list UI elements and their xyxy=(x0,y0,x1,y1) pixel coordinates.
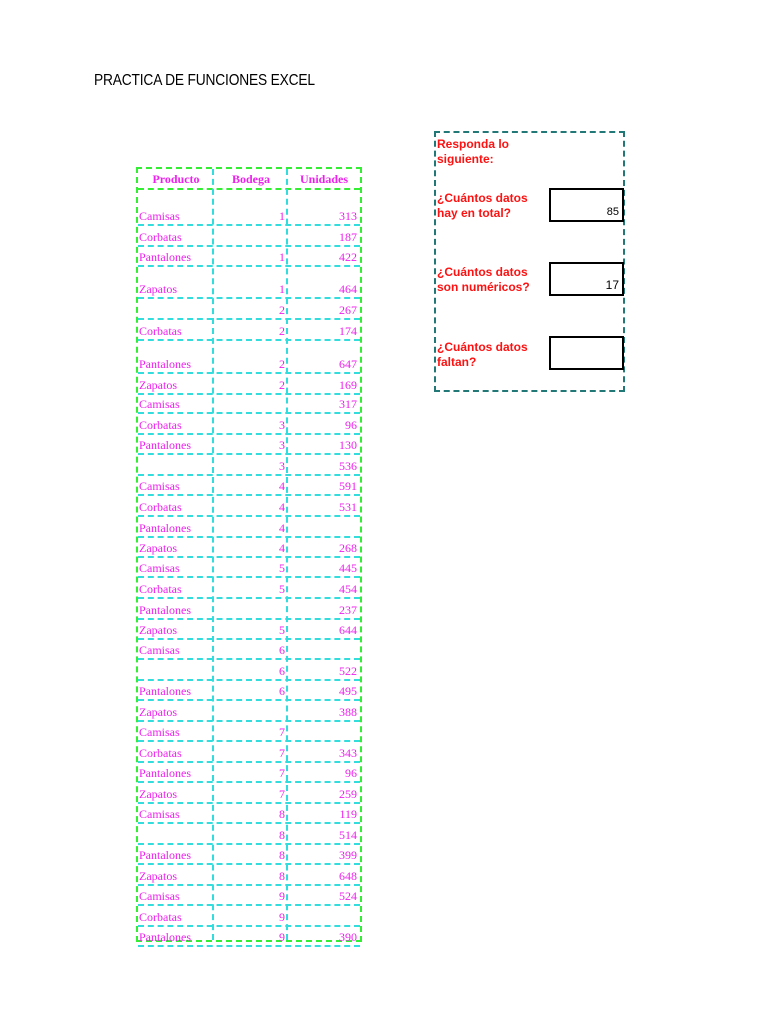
cell-unidades[interactable]: 317 xyxy=(339,397,357,411)
cell-producto[interactable]: Corbatas xyxy=(139,418,182,432)
table-row xyxy=(138,886,360,906)
answer-numeric-cell[interactable] xyxy=(549,262,624,296)
cell-bodega[interactable]: 2 xyxy=(279,378,285,392)
cell-bodega[interactable]: 2 xyxy=(279,324,285,338)
column-divider xyxy=(286,169,288,940)
header-bodega: Bodega xyxy=(231,172,270,186)
cell-unidades[interactable]: 464 xyxy=(339,282,357,296)
answer-numeric-value: 17 xyxy=(605,278,619,292)
cell-bodega[interactable]: 2 xyxy=(279,357,285,371)
cell-producto[interactable]: Camisas xyxy=(139,209,180,223)
cell-producto[interactable]: Pantalones xyxy=(139,250,191,264)
cell-producto[interactable]: Camisas xyxy=(139,561,180,575)
cell-producto[interactable]: Zapatos xyxy=(139,705,177,719)
cell-unidades[interactable]: 259 xyxy=(339,787,357,801)
cell-producto[interactable]: Corbatas xyxy=(139,910,182,924)
table-row xyxy=(138,722,360,742)
cell-bodega[interactable]: 3 xyxy=(279,459,285,473)
table-row xyxy=(138,435,360,455)
cell-producto[interactable]: Zapatos xyxy=(139,787,177,801)
table-row xyxy=(138,865,360,886)
data-table xyxy=(136,167,362,942)
cell-unidades[interactable]: 524 xyxy=(339,889,357,903)
cell-bodega[interactable]: 6 xyxy=(279,664,285,678)
cell-producto[interactable]: Corbatas xyxy=(139,230,182,244)
cell-unidades[interactable]: 96 xyxy=(345,766,357,780)
cell-bodega[interactable]: 4 xyxy=(279,521,285,535)
cell-bodega[interactable]: 1 xyxy=(279,209,285,223)
cell-bodega[interactable]: 4 xyxy=(279,541,285,555)
cell-bodega[interactable]: 6 xyxy=(279,684,285,698)
questions-panel xyxy=(434,131,625,392)
cell-bodega[interactable]: 8 xyxy=(279,848,285,862)
cell-unidades[interactable]: 390 xyxy=(339,930,357,944)
cell-producto[interactable]: Pantalones xyxy=(139,357,191,371)
cell-unidades[interactable]: 522 xyxy=(339,664,357,678)
table-row xyxy=(138,660,360,681)
cell-producto[interactable]: Pantalones xyxy=(139,438,191,452)
cell-unidades[interactable]: 445 xyxy=(339,561,357,575)
cell-producto[interactable]: Camisas xyxy=(139,889,180,903)
question-missing-text: ¿Cuántos datos faltan? xyxy=(437,340,528,369)
cell-bodega[interactable]: 4 xyxy=(279,500,285,514)
cell-bodega[interactable]: 9 xyxy=(279,889,285,903)
cell-producto[interactable]: Pantalones xyxy=(139,684,191,698)
cell-bodega[interactable]: 8 xyxy=(279,828,285,842)
table-row xyxy=(138,640,360,660)
table-row xyxy=(138,742,360,763)
table-row xyxy=(138,414,360,435)
cell-producto[interactable]: Corbatas xyxy=(139,582,182,596)
cell-unidades[interactable]: 343 xyxy=(339,746,357,760)
cell-unidades[interactable]: 591 xyxy=(339,479,357,493)
cell-bodega[interactable]: 6 xyxy=(279,643,285,657)
cell-producto[interactable]: Zapatos xyxy=(139,623,177,637)
cell-unidades[interactable]: 495 xyxy=(339,684,357,698)
cell-producto[interactable]: Pantalones xyxy=(139,848,191,862)
cell-unidades[interactable]: 388 xyxy=(339,705,357,719)
table-row xyxy=(138,681,360,701)
table-row xyxy=(138,783,360,804)
cell-unidades[interactable]: 399 xyxy=(339,848,357,862)
question-total-text: ¿Cuántos datos hay en total? xyxy=(437,191,528,220)
cell-producto[interactable]: Camisas xyxy=(139,807,180,821)
table-row xyxy=(138,824,360,845)
table-header xyxy=(138,169,360,190)
cell-bodega[interactable]: 3 xyxy=(279,418,285,432)
header-unidades: Unidades xyxy=(299,172,349,186)
cell-bodega[interactable]: 1 xyxy=(279,282,285,296)
cell-bodega[interactable]: 8 xyxy=(279,807,285,821)
cell-unidades[interactable]: 237 xyxy=(339,603,357,617)
table-row xyxy=(138,247,360,267)
cell-producto[interactable]: Zapatos xyxy=(139,541,177,555)
cell-bodega[interactable]: 3 xyxy=(279,438,285,452)
cell-unidades[interactable]: 130 xyxy=(339,438,357,452)
cell-unidades[interactable]: 174 xyxy=(339,324,357,338)
table-row xyxy=(138,395,360,414)
table-row xyxy=(138,701,360,722)
cell-unidades[interactable]: 648 xyxy=(339,869,357,883)
header-producto: Producto xyxy=(152,172,200,186)
questions-intro: Responda lo siguiente: xyxy=(437,137,510,166)
cell-bodega[interactable]: 7 xyxy=(279,787,285,801)
cell-unidades[interactable]: 454 xyxy=(339,582,357,596)
cell-unidades[interactable]: 531 xyxy=(339,500,357,514)
cell-unidades[interactable]: 313 xyxy=(339,209,357,223)
cell-producto[interactable]: Corbatas xyxy=(139,500,182,514)
answer-total-value: 85 xyxy=(606,206,619,218)
table-row xyxy=(138,299,360,320)
cell-producto[interactable]: Zapatos xyxy=(139,378,177,392)
table-row xyxy=(138,845,360,865)
cell-producto[interactable]: Corbatas xyxy=(139,746,182,760)
column-divider xyxy=(212,169,214,940)
cell-producto[interactable]: Pantalones xyxy=(139,603,191,617)
question-numeric-text: ¿Cuántos datos son numéricos? xyxy=(437,265,530,294)
cell-bodega[interactable]: 7 xyxy=(279,766,285,780)
table-row xyxy=(138,267,360,299)
table-row xyxy=(138,906,360,927)
cell-bodega[interactable]: 8 xyxy=(279,869,285,883)
cell-bodega[interactable]: 5 xyxy=(279,623,285,637)
cell-unidades[interactable]: 422 xyxy=(339,250,357,264)
page-title: PRACTICA DE FUNCIONES EXCEL xyxy=(94,72,315,89)
cell-unidades[interactable]: 514 xyxy=(339,828,357,842)
cell-producto[interactable]: Pantalones xyxy=(139,521,191,535)
cell-bodega[interactable]: 2 xyxy=(279,303,285,317)
table-row xyxy=(138,763,360,783)
cell-unidades[interactable]: 644 xyxy=(339,623,357,637)
cell-bodega[interactable]: 5 xyxy=(279,582,285,596)
cell-bodega[interactable]: 7 xyxy=(279,725,285,739)
cell-producto[interactable]: Camisas xyxy=(139,725,180,739)
cell-unidades[interactable]: 268 xyxy=(339,541,357,555)
cell-bodega[interactable]: 9 xyxy=(279,910,285,924)
cell-unidades[interactable]: 536 xyxy=(339,459,357,473)
table-row xyxy=(138,320,360,341)
cell-bodega[interactable]: 4 xyxy=(279,479,285,493)
table-row xyxy=(138,496,360,517)
table-row xyxy=(138,476,360,496)
table-row xyxy=(138,804,360,824)
cell-producto[interactable]: Pantalones xyxy=(139,766,191,780)
table-row xyxy=(138,620,360,640)
table-row xyxy=(138,578,360,599)
cell-producto[interactable]: Corbatas xyxy=(139,324,182,338)
table-row xyxy=(138,374,360,395)
cell-unidades[interactable]: 169 xyxy=(339,378,357,392)
table-row xyxy=(138,599,360,620)
cell-producto[interactable]: Zapatos xyxy=(139,282,177,296)
table-row xyxy=(138,558,360,578)
cell-producto[interactable]: Camisas xyxy=(139,397,180,411)
table-row xyxy=(138,190,360,226)
table-row xyxy=(138,226,360,247)
cell-unidades[interactable]: 187 xyxy=(339,230,357,244)
cell-producto[interactable]: Zapatos xyxy=(139,869,177,883)
cell-bodega[interactable]: 7 xyxy=(279,746,285,760)
cell-bodega[interactable]: 1 xyxy=(279,250,285,264)
cell-producto[interactable]: Pantalones xyxy=(139,930,191,944)
cell-unidades[interactable]: 647 xyxy=(339,357,357,371)
cell-unidades[interactable]: 119 xyxy=(339,807,357,821)
cell-unidades[interactable]: 96 xyxy=(345,418,357,432)
cell-producto[interactable]: Camisas xyxy=(139,643,180,657)
answer-missing-cell[interactable] xyxy=(549,336,624,370)
table-row xyxy=(138,341,360,374)
table-row xyxy=(138,455,360,476)
cell-unidades[interactable]: 267 xyxy=(339,303,357,317)
table-row xyxy=(138,538,360,558)
cell-producto[interactable]: Camisas xyxy=(139,479,180,493)
answer-total-cell[interactable] xyxy=(549,188,624,222)
cell-bodega[interactable]: 5 xyxy=(279,561,285,575)
cell-bodega[interactable]: 9 xyxy=(279,930,285,944)
table-row xyxy=(138,927,360,947)
table-row xyxy=(138,517,360,538)
